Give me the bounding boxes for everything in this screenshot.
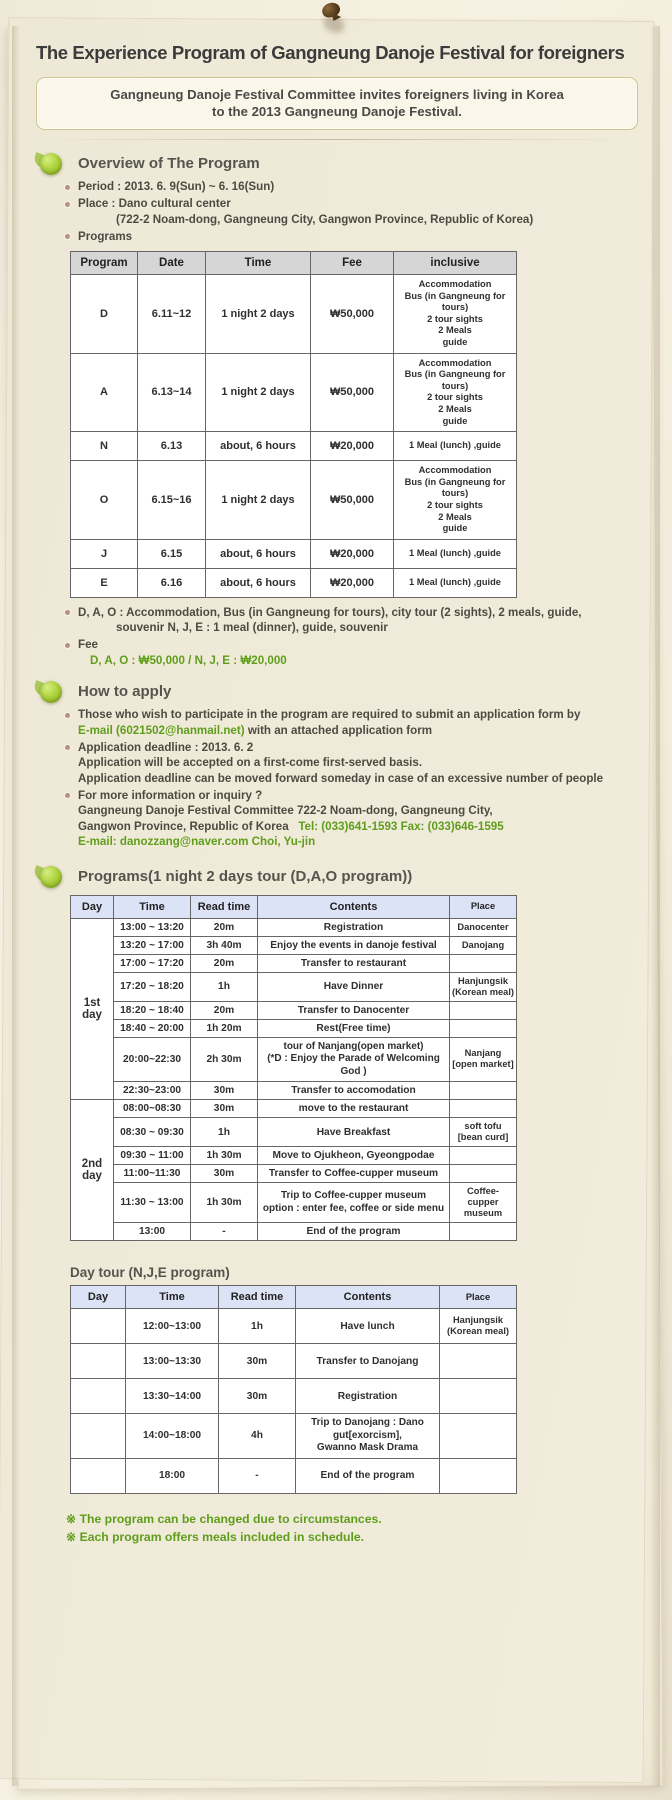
table-row xyxy=(71,461,517,540)
cell-date: 6.13 xyxy=(138,432,206,461)
apply-email-link[interactable]: E-mail (6021502@hanmail.net) xyxy=(78,723,245,737)
cell-contents: End of the program xyxy=(258,1223,450,1241)
cell-time: 20:00~22:30 xyxy=(114,1037,191,1082)
cell-inclusive: Accommodation Bus (in Gangneung for tours) 2 tour sights 2 Meals guide xyxy=(394,275,517,354)
cell-read-time: 30m xyxy=(191,1100,258,1118)
note-fee-value: D, A, O : ₩50,000 / N, J, E : ₩20,000 xyxy=(90,653,287,667)
cell-read-time: 20m xyxy=(191,954,258,972)
cell-read-time: 1h xyxy=(219,1309,296,1344)
apply-heading: How to apply xyxy=(78,683,172,701)
cell-contents: Transfer to Danojang xyxy=(296,1344,440,1379)
section-heading-overview xyxy=(38,153,648,177)
cell-contents: Have lunch xyxy=(296,1309,440,1344)
th-program: Program xyxy=(71,252,138,275)
cell-contents: Rest(Free time) xyxy=(258,1019,450,1037)
overview-programs-label: Programs xyxy=(64,229,648,245)
th-read-time: Read time xyxy=(191,895,258,918)
cell-program: J xyxy=(71,539,138,568)
cell-fee: ₩50,000 xyxy=(311,353,394,432)
cell-time: 13:00~13:30 xyxy=(126,1344,219,1379)
th-time: Time xyxy=(114,895,191,918)
cell-time: 17:20 ~ 18:20 xyxy=(114,972,191,1001)
cell-time: 13:00 xyxy=(114,1223,191,1241)
table-row xyxy=(71,972,517,1001)
cell-read-time: 2h 30m xyxy=(191,1037,258,1082)
cell-time: 13:30~14:00 xyxy=(126,1379,219,1414)
invitation-line-1: Gangneung Danoje Festival Committee invites foreigners living in Korea xyxy=(110,87,564,102)
paper-right-shadow xyxy=(650,26,660,1786)
apply-item-1 xyxy=(64,707,648,738)
cell-place: Hanjungsik (Korean meal) xyxy=(440,1309,517,1344)
cell-read-time: 1h xyxy=(191,972,258,1001)
cell-day xyxy=(71,1458,126,1493)
cell-day: 1st day xyxy=(71,918,114,1100)
cell-day xyxy=(71,1309,126,1344)
cell-date: 6.15 xyxy=(138,539,206,568)
th-day: Day xyxy=(71,895,114,918)
th-day: Day xyxy=(71,1286,126,1309)
cell-place: Nanjang [open market] xyxy=(450,1037,517,1082)
apply-list xyxy=(24,707,648,850)
footer-notes xyxy=(66,1510,648,1546)
cell-contents: Trip to Coffee-cupper museum option : enter fee, coffee or side menu xyxy=(258,1183,450,1223)
apply-item-2 xyxy=(64,740,648,787)
cell-time: 1 night 2 days xyxy=(206,275,311,354)
cell-inclusive: 1 Meal (lunch) ,guide xyxy=(394,568,517,597)
th-fee: Fee xyxy=(311,252,394,275)
cell-contents: End of the program xyxy=(296,1458,440,1493)
apply-inquiry-line2: Gangneung Danoje Festival Committee 722-2 Noam-dong, Gangneung City, xyxy=(78,804,493,818)
cell-place xyxy=(450,1165,517,1183)
section-heading-schedule xyxy=(38,866,648,890)
cell-place: soft tofu [bean curd] xyxy=(450,1118,517,1147)
cell-read-time: 1h 30m xyxy=(191,1147,258,1165)
cell-place xyxy=(440,1414,517,1459)
cell-time: 18:00 xyxy=(126,1458,219,1493)
cell-time: 14:00~18:00 xyxy=(126,1414,219,1459)
cell-program: N xyxy=(71,432,138,461)
page-title: The Experience Program of Gangneung Danoje Festival for foreigners xyxy=(36,42,625,63)
cell-time: 18:20 ~ 18:40 xyxy=(114,1001,191,1019)
cell-place: Hanjungsik (Korean meal) xyxy=(450,972,517,1001)
cell-contents: Have Dinner xyxy=(258,972,450,1001)
cell-read-time: 30m xyxy=(191,1165,258,1183)
apply-item1-tail: with an attached application form xyxy=(244,723,433,737)
cell-place xyxy=(440,1458,517,1493)
cell-contents: Trip to Danojang : Dano gut[exorcism], Gwanno Mask Drama xyxy=(296,1414,440,1459)
apply-deadline: Application deadline : 2013. 6. 2 xyxy=(78,740,254,754)
table-header-row xyxy=(71,895,517,918)
apply-item1-line1: Those who wish to participate in the program are required to submit an application form by xyxy=(78,708,581,722)
cell-fee: ₩20,000 xyxy=(311,539,394,568)
cell-time: 17:00 ~ 17:20 xyxy=(114,954,191,972)
cell-time: 1 night 2 days xyxy=(206,461,311,540)
schedule-heading: Programs(1 night 2 days tour (D,A,O program)) xyxy=(78,867,413,885)
divider xyxy=(36,139,636,140)
note-dao xyxy=(64,605,648,636)
cell-read-time: - xyxy=(191,1223,258,1241)
cell-date: 6.13~14 xyxy=(138,353,206,432)
green-orb-icon xyxy=(40,153,62,175)
cell-contents: Transfer to Danocenter xyxy=(258,1001,450,1019)
cell-read-time: 1h 30m xyxy=(191,1183,258,1223)
cell-place xyxy=(450,1001,517,1019)
cell-place xyxy=(450,1100,517,1118)
cell-time: 08:30 ~ 09:30 xyxy=(114,1118,191,1147)
th-contents: Contents xyxy=(258,895,450,918)
overview-heading: Overview of The Program xyxy=(78,155,260,172)
table-row xyxy=(71,1309,517,1344)
cell-read-time: 1h 20m xyxy=(191,1019,258,1037)
cell-time: 18:40 ~ 20:00 xyxy=(114,1019,191,1037)
section-heading-apply xyxy=(38,681,648,705)
cell-place: Coffee-cupper museum xyxy=(450,1183,517,1223)
cell-fee: ₩20,000 xyxy=(311,568,394,597)
overview-place-address: (722-2 Noam-dong, Gangneung City, Gangwon Province, Republic of Korea) xyxy=(116,212,534,226)
paper-left-shadow xyxy=(12,26,20,1786)
cell-read-time: 30m xyxy=(219,1344,296,1379)
push-pin-icon xyxy=(317,2,347,32)
cell-date: 6.16 xyxy=(138,568,206,597)
note-dao-line1: D, A, O : Accommodation, Bus (in Gangneung for tours), city tour (2 sights), 2 meals, guide, xyxy=(78,605,582,619)
table-row xyxy=(71,353,517,432)
table-row xyxy=(71,275,517,354)
cell-program: O xyxy=(71,461,138,540)
cell-inclusive: Accommodation Bus (in Gangneung for tours) 2 tour sights 2 Meals guide xyxy=(394,461,517,540)
overview-place xyxy=(64,196,648,227)
table-row xyxy=(71,1379,517,1414)
table-header-row xyxy=(71,1286,517,1309)
daytour-heading: Day tour (N,J,E program) xyxy=(70,1265,230,1281)
table-row xyxy=(71,1183,517,1223)
th-date: Date xyxy=(138,252,206,275)
daytour-table xyxy=(70,1285,517,1494)
cell-time: 13:20 ~ 17:00 xyxy=(114,936,191,954)
cell-read-time: 3h 40m xyxy=(191,936,258,954)
cell-read-time: 30m xyxy=(219,1379,296,1414)
cell-program: A xyxy=(71,353,138,432)
cell-place: Danojang xyxy=(450,936,517,954)
cell-contents: Transfer to restaurant xyxy=(258,954,450,972)
cell-time: 12:00~13:00 xyxy=(126,1309,219,1344)
overview-period: Period : 2013. 6. 9(Sun) ~ 6. 16(Sun) xyxy=(64,179,648,195)
table-row xyxy=(71,918,517,936)
note-fee xyxy=(64,637,648,668)
table-row xyxy=(71,1001,517,1019)
poster-content xyxy=(24,38,648,1546)
cell-program: D xyxy=(71,275,138,354)
cell-contents: Move to Ojukheon, Gyeongpodae xyxy=(258,1147,450,1165)
apply-item-3 xyxy=(64,788,648,850)
cell-contents: Transfer to accomodation xyxy=(258,1082,450,1100)
cell-contents: Registration xyxy=(258,918,450,936)
cell-time: 22:30~23:00 xyxy=(114,1082,191,1100)
cell-inclusive: Accommodation Bus (in Gangneung for tours) 2 tour sights 2 Meals guide xyxy=(394,353,517,432)
cell-place xyxy=(450,954,517,972)
apply-inquiry-line1: For more information or inquiry ? xyxy=(78,788,263,802)
cell-date: 6.15~16 xyxy=(138,461,206,540)
note-dao-line2: souvenir N, J, E : 1 meal (dinner), guide, souvenir xyxy=(116,621,388,635)
cell-program: E xyxy=(71,568,138,597)
apply-item2-line3: Application deadline can be moved forward someday in case of an excessive number of people xyxy=(78,771,604,785)
cell-time: 13:00 ~ 13:20 xyxy=(114,918,191,936)
table-row xyxy=(71,936,517,954)
cell-place xyxy=(440,1344,517,1379)
th-read-time: Read time xyxy=(219,1286,296,1309)
green-orb-icon xyxy=(40,681,62,703)
cell-time: about, 6 hours xyxy=(206,432,311,461)
schedule-table xyxy=(70,895,517,1242)
table-row xyxy=(71,954,517,972)
cell-date: 6.11~12 xyxy=(138,275,206,354)
invitation-line-2: to the 2013 Gangneung Danoje Festival. xyxy=(212,104,462,119)
table-row xyxy=(71,1414,517,1459)
cell-place xyxy=(450,1147,517,1165)
cell-time: 08:00~08:30 xyxy=(114,1100,191,1118)
green-orb-icon xyxy=(40,866,62,888)
cell-time: 09:30 ~ 11:00 xyxy=(114,1147,191,1165)
table-row xyxy=(71,1223,517,1241)
th-contents: Contents xyxy=(296,1286,440,1309)
cell-read-time: 4h xyxy=(219,1414,296,1459)
cell-place xyxy=(450,1223,517,1241)
table-row xyxy=(71,539,517,568)
apply-item2-line2: Application will be accepted on a first-come first-served basis. xyxy=(78,756,423,770)
cell-day xyxy=(71,1414,126,1459)
cell-time: 1 night 2 days xyxy=(206,353,311,432)
cell-read-time: 1h xyxy=(191,1118,258,1147)
table-row xyxy=(71,1100,517,1118)
table-row xyxy=(71,432,517,461)
cell-day xyxy=(71,1344,126,1379)
cell-place xyxy=(440,1379,517,1414)
table-row xyxy=(71,568,517,597)
invitation-box xyxy=(36,77,638,130)
th-place: Place xyxy=(450,895,517,918)
cell-place xyxy=(450,1082,517,1100)
cell-contents: Transfer to Coffee-cupper museum xyxy=(258,1165,450,1183)
note-fee-label: Fee xyxy=(78,638,98,652)
cell-read-time: 20m xyxy=(191,918,258,936)
th-place: Place xyxy=(440,1286,517,1309)
table-row xyxy=(71,1037,517,1082)
cell-contents: Have Breakfast xyxy=(258,1118,450,1147)
program-table xyxy=(70,251,517,598)
table-row xyxy=(71,1344,517,1379)
cell-fee: ₩50,000 xyxy=(311,461,394,540)
footer-note-2: ※ Each program offers meals included in schedule. xyxy=(66,1529,365,1544)
th-time: Time xyxy=(206,252,311,275)
table-row xyxy=(71,1165,517,1183)
cell-time: 11:00~11:30 xyxy=(114,1165,191,1183)
cell-day xyxy=(71,1379,126,1414)
table-row xyxy=(71,1147,517,1165)
th-inclusive: inclusive xyxy=(394,252,517,275)
cell-contents: move to the restaurant xyxy=(258,1100,450,1118)
cell-inclusive: 1 Meal (lunch) ,guide xyxy=(394,432,517,461)
cell-contents: Enjoy the events in danoje festival xyxy=(258,936,450,954)
cell-read-time: 30m xyxy=(191,1082,258,1100)
table-row xyxy=(71,1118,517,1147)
cell-inclusive: 1 Meal (lunch) ,guide xyxy=(394,539,517,568)
apply-tel-fax: Tel: (033)641-1593 Fax: (033)646-1595 xyxy=(298,819,504,833)
cell-place xyxy=(450,1019,517,1037)
table-row xyxy=(71,1019,517,1037)
apply-inquiry-line3a: Gangwon Province, Republic of Korea xyxy=(78,819,289,833)
table-row xyxy=(71,1458,517,1493)
cell-read-time: - xyxy=(219,1458,296,1493)
cell-contents: Registration xyxy=(296,1379,440,1414)
cell-fee: ₩20,000 xyxy=(311,432,394,461)
table-header-row xyxy=(71,252,517,275)
cell-fee: ₩50,000 xyxy=(311,275,394,354)
cell-time: about, 6 hours xyxy=(206,539,311,568)
footer-note-1: ※ The program can be changed due to circumstances. xyxy=(66,1511,382,1526)
table-row xyxy=(71,1082,517,1100)
cell-time: 11:30 ~ 13:00 xyxy=(114,1183,191,1223)
program-notes-list xyxy=(24,605,648,669)
overview-list xyxy=(24,179,648,244)
apply-contact-email[interactable]: E-mail: danozzang@naver.com Choi, Yu-jin xyxy=(78,835,316,849)
cell-place: Danocenter xyxy=(450,918,517,936)
overview-place-text: Place : Dano cultural center xyxy=(78,197,231,210)
cell-contents: tour of Nanjang(open market) (*D : Enjoy the Parade of Welcoming God ) xyxy=(258,1037,450,1082)
cell-time: about, 6 hours xyxy=(206,568,311,597)
th-time: Time xyxy=(126,1286,219,1309)
cell-read-time: 20m xyxy=(191,1001,258,1019)
cell-day: 2nd day xyxy=(71,1100,114,1241)
